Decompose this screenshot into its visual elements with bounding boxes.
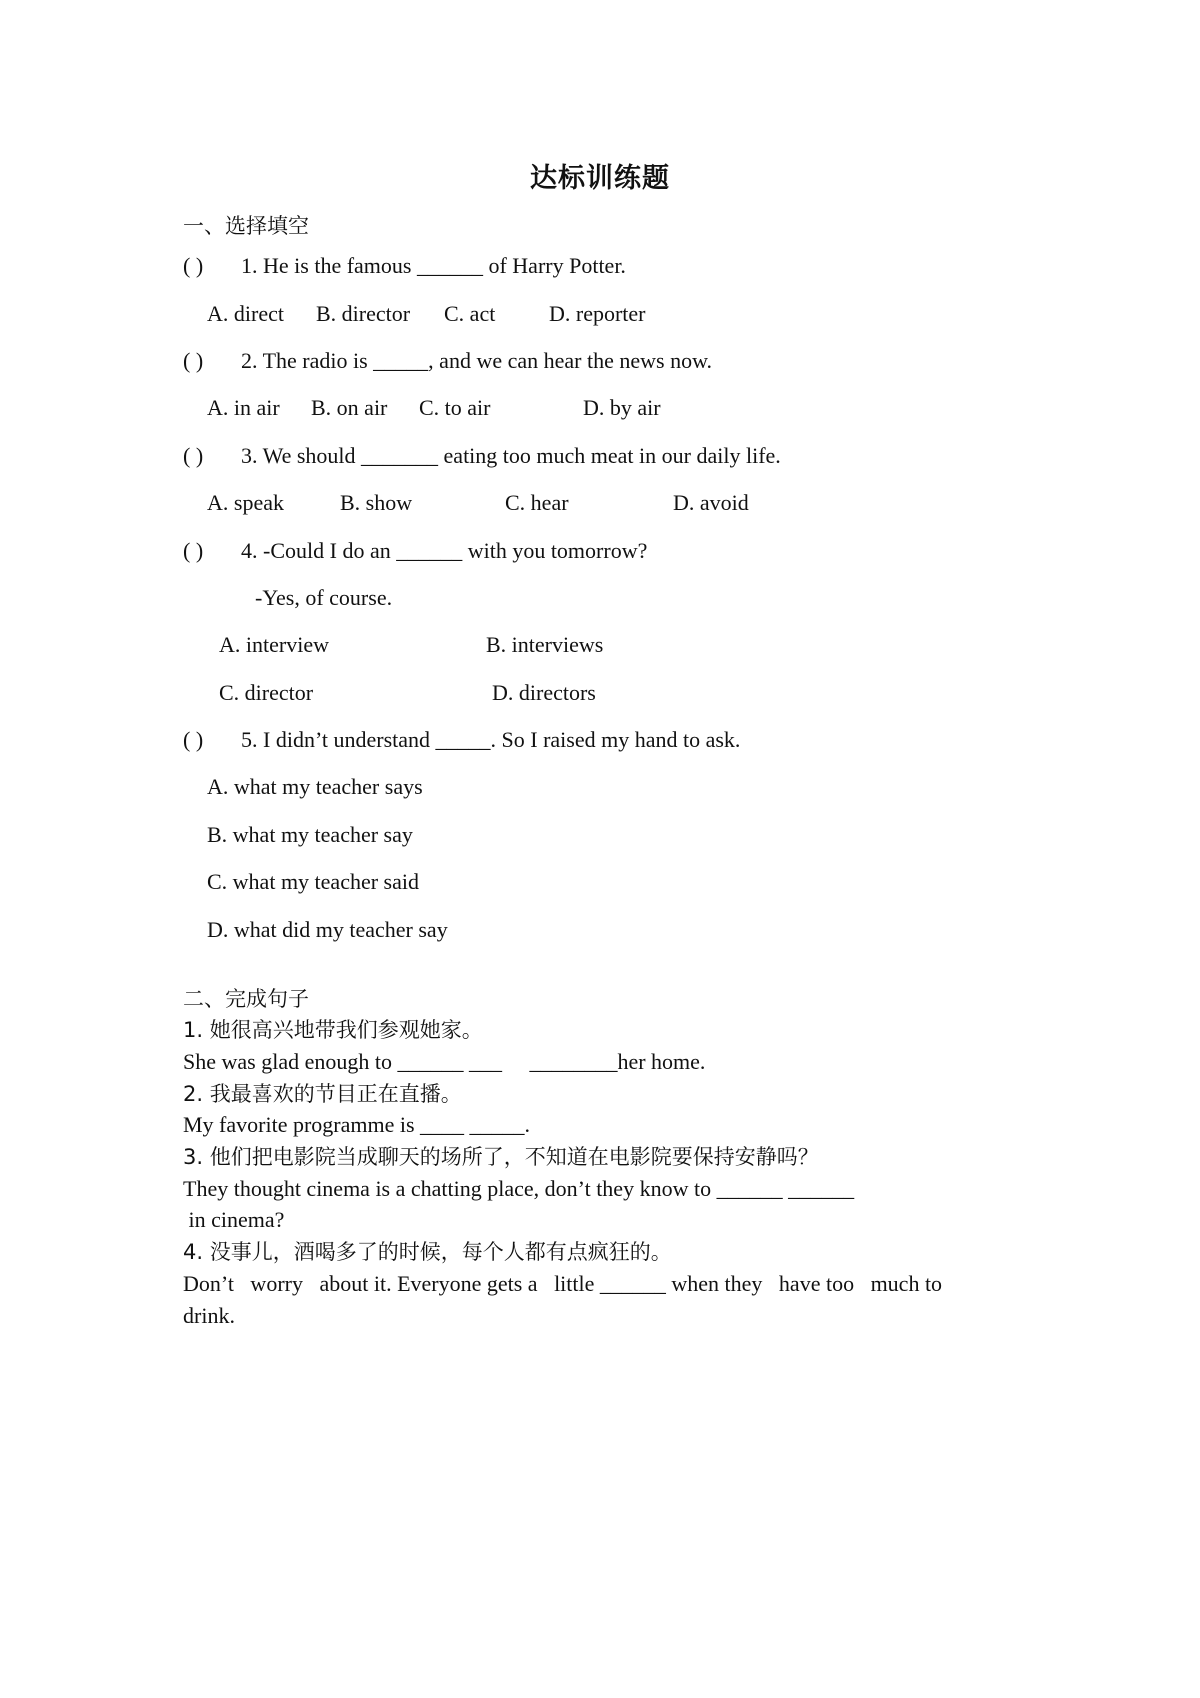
question-stem: 2. The radio is _____, and we can hear the news now. — [241, 348, 713, 373]
sentence-1-chinese: 1. 她很高兴地带我们参观她家。 — [183, 1018, 483, 1042]
question-stem: 3. We should _______ eating too much meat in our daily life. — [241, 443, 781, 468]
option-c: C. hear — [505, 490, 569, 515]
answer-paren: ( ) — [183, 348, 204, 373]
sentence-3-english: They thought cinema is a chatting place, don’t they know to ______ ______ — [183, 1176, 855, 1201]
answer-paren: ( ) — [183, 727, 204, 752]
section-2-heading: 二、完成句子 — [183, 987, 309, 1011]
sentence-4-english-cont: drink. — [183, 1303, 235, 1328]
option-c: C. what my teacher said — [207, 869, 419, 894]
sentence-1-english: She was glad enough to ______ ___ ________her home. — [183, 1049, 706, 1074]
sentence-2-chinese: 2. 我最喜欢的节目正在直播。 — [183, 1082, 462, 1106]
question-5 — [183, 726, 740, 754]
option-b: B. interviews — [486, 632, 604, 657]
question-4-reply: -Yes, of course. — [255, 585, 393, 610]
section-1-heading: 一、选择填空 — [183, 214, 309, 238]
question-stem: 1. He is the famous ______ of Harry Potter. — [241, 253, 626, 278]
answer-paren: ( ) — [183, 253, 204, 278]
option-a: A. direct — [207, 301, 284, 326]
option-a: A. in air — [207, 395, 280, 420]
option-b: B. what my teacher say — [207, 822, 413, 847]
option-c: C. director — [219, 680, 314, 705]
page-title: 达标训练题 — [530, 163, 670, 194]
option-a: A. interview — [219, 632, 329, 657]
sentence-2-english: My favorite programme is ____ _____. — [183, 1112, 531, 1137]
option-d: D. by air — [583, 395, 661, 420]
option-b: B. show — [340, 490, 413, 515]
question-stem: 4. -Could I do an ______ with you tomorrow? — [241, 538, 648, 563]
option-a: A. what my teacher says — [207, 774, 423, 799]
option-c: C. act — [444, 301, 496, 326]
option-c: C. to air — [419, 395, 491, 420]
question-4 — [183, 537, 647, 565]
option-b: B. director — [316, 301, 411, 326]
question-1 — [183, 252, 626, 280]
option-d: D. what did my teacher say — [207, 917, 448, 942]
sentence-4-english: Don’t worry about it. Everyone gets a little ______ when they have too much to — [183, 1271, 943, 1296]
option-d: D. directors — [492, 680, 596, 705]
sentence-4-chinese: 4. 没事儿，酒喝多了的时候，每个人都有点疯狂的。 — [183, 1240, 672, 1264]
sentence-3-chinese: 3. 他们把电影院当成聊天的场所了，不知道在电影院要保持安静吗？ — [183, 1145, 819, 1169]
option-d: D. reporter — [549, 301, 646, 326]
option-d: D. avoid — [673, 490, 749, 515]
question-stem: 5. I didn’t understand _____. So I raised my hand to ask. — [241, 727, 741, 752]
option-b: B. on air — [311, 395, 388, 420]
sentence-3-english-cont: in cinema? — [183, 1207, 285, 1232]
question-2 — [183, 347, 712, 375]
question-3 — [183, 442, 781, 470]
option-a: A. speak — [207, 490, 284, 515]
answer-paren: ( ) — [183, 538, 204, 563]
answer-paren: ( ) — [183, 443, 204, 468]
